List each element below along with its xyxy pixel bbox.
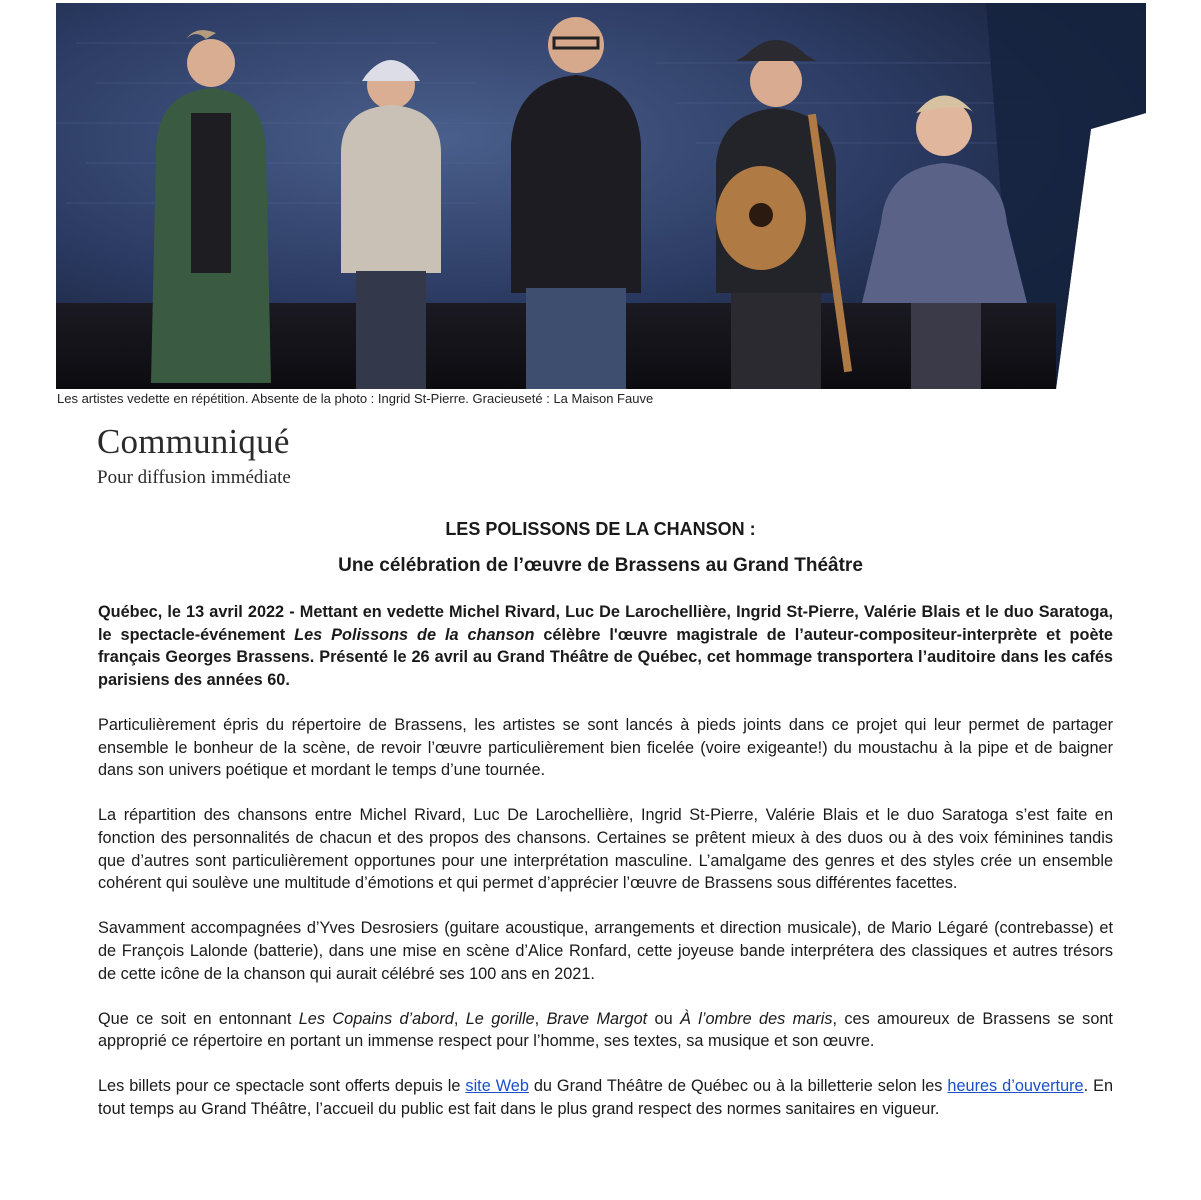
- paragraph-lead: [98, 601, 1113, 691]
- p6-text-3: . En tout temps au Grand Théâtre, l’accueil du public est fait dans le plus grand respect des normes sanitaires en vigueur.: [98, 1077, 1114, 1119]
- headline-line-2: Une célébration de l’œuvre de Brassens au Grand Théâtre: [338, 555, 863, 576]
- song-title-3: Brave Margot: [546, 1009, 648, 1028]
- paragraph-5: [98, 1008, 1113, 1053]
- p5-sep-1: ,: [453, 1009, 466, 1028]
- document-subtitle: Pour diffusion immédiate: [97, 467, 291, 488]
- song-title-4: À l’ombre des maris: [680, 1009, 833, 1028]
- paragraph-4: Savamment accompagnées d’Yves Desrosiers (guitare acoustique, arrangements et direction musicale), de Mario Légaré (contrebasse) et de François Lalonde (batterie), dans une mise en scène d’Alice Ronfard, cette joyeuse bande interprétera des classiques et autres trésors de cette icône de la chanson qui aurait célébré ses 100 ans en 2021.: [98, 919, 1113, 983]
- lead-text-1: Québec, le 13 avril 2022 - Mettant en vedette Michel Rivard, Luc De Larochellière, Ingrid St-Pierre, Valérie Blais et le duo Saratoga, le spectacle-événement: [98, 603, 1113, 644]
- p5-text-1: Que ce soit en entonnant: [98, 1009, 299, 1028]
- p5-sep-2: ,: [534, 1009, 547, 1028]
- p5-text-2: , ces amoureux de Brassens se sont approprié ce répertoire en portant un immense respect pour l’homme, ses textes, sa musique et son œuvre.: [98, 1009, 1113, 1051]
- document-title: Communiqué: [97, 422, 290, 461]
- song-title-1: Les Copains d’abord: [298, 1009, 454, 1028]
- song-title-2: Le gorille: [465, 1009, 535, 1028]
- site-web-link[interactable]: site Web: [465, 1077, 529, 1096]
- photo-caption: Les artistes vedette en répétition. Absente de la photo : Ingrid St-Pierre. Gracieuseté : La Maison Fauve: [57, 391, 654, 406]
- press-release-body: [98, 601, 1113, 1143]
- artists-photo-illustration: [56, 3, 1146, 389]
- paragraph-3: La répartition des chansons entre Michel Rivard, Luc De Larochellière, Ingrid St-Pierre, Valérie Blais et le duo Saratoga s’est faite en fonction des personnalités de chacun et des propos des chansons. Certaines se prêtent mieux à des duos ou à des voix féminines tandis que d’autres sont particulièrement opportunes pour une interprétation masculine. L’amalgame des genres et des styles crée un ensemble cohérent qui soulève une multitude d’émotions et qui permet d’apprécier l’œuvre de Brassens sous différentes facettes.: [98, 806, 1113, 893]
- lead-text-2: célèbre l'œuvre magistrale de l’auteur-compositeur-interprète et poète français Georges Brassens. Présenté le 26 avril au Grand Théâtre de Québec, cet hommage transportera l’auditoire dans les cafés parisiens des années 60.: [98, 625, 1113, 689]
- p6-text-2: du Grand Théâtre de Québec ou à la billetterie selon les: [528, 1077, 948, 1096]
- headline-line-1: LES POLISSONS DE LA CHANSON :: [445, 519, 756, 539]
- p5-sep-3: ou: [647, 1009, 681, 1028]
- artists-photo: [56, 3, 1146, 389]
- opening-hours-link[interactable]: heures d’ouverture: [947, 1077, 1084, 1096]
- p6-text-1: Les billets pour ce spectacle sont offerts depuis le: [98, 1077, 466, 1096]
- paragraph-6: [98, 1075, 1113, 1120]
- show-title: Les Polissons de la chanson: [294, 625, 535, 644]
- paragraph-2: Particulièrement épris du répertoire de Brassens, les artistes se sont lancés à pieds joints dans ce projet qui leur permet de partager ensemble le bonheur de la scène, de revoir l’œuvre particulièrement bien ficelée (voire exigeante!) du moustachu à la pipe et de baigner dans son univers poétique et mordant le temps d’une tournée.: [98, 715, 1113, 780]
